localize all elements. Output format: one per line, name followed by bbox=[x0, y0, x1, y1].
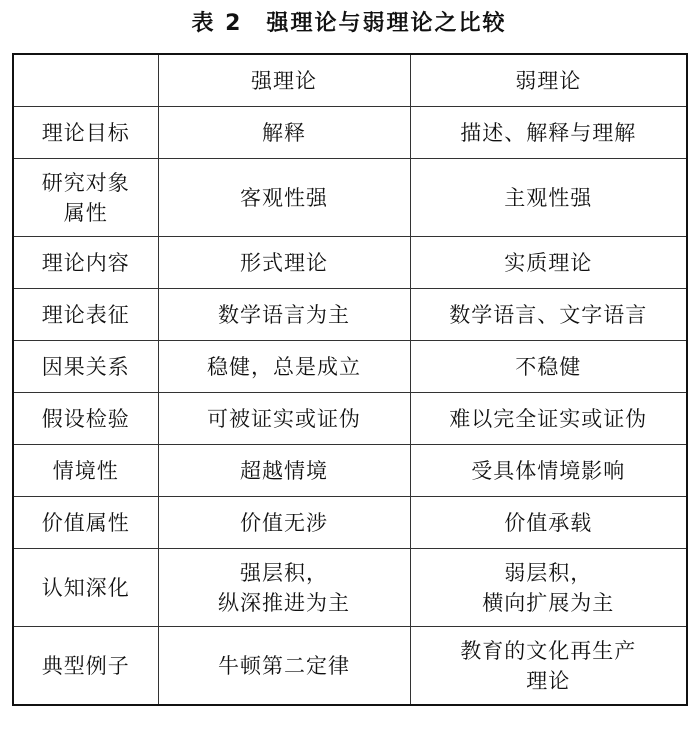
table-row bbox=[13, 107, 687, 159]
table-row bbox=[13, 393, 687, 445]
weak-theory-cell: 教育的文化再生产 理论 bbox=[410, 627, 687, 706]
weak-theory-cell: 主观性强 bbox=[410, 159, 687, 237]
weak-theory-cell: 弱层积， 横向扩展为主 bbox=[410, 549, 687, 627]
table-row bbox=[13, 497, 687, 549]
weak-theory-cell: 受具体情境影响 bbox=[410, 445, 687, 497]
strong-theory-cell: 形式理论 bbox=[158, 237, 410, 289]
weak-theory-cell: 不稳健 bbox=[410, 341, 687, 393]
row-label-cell: 理论表征 bbox=[13, 289, 158, 341]
weak-theory-cell: 实质理论 bbox=[410, 237, 687, 289]
table-row bbox=[13, 341, 687, 393]
comparison-table bbox=[12, 53, 688, 706]
strong-theory-cell: 解释 bbox=[158, 107, 410, 159]
table-row bbox=[13, 159, 687, 237]
strong-theory-cell: 数学语言为主 bbox=[158, 289, 410, 341]
row-label-cell: 典型例子 bbox=[13, 627, 158, 706]
strong-theory-cell: 可被证实或证伪 bbox=[158, 393, 410, 445]
strong-theory-cell: 价值无涉 bbox=[158, 497, 410, 549]
strong-theory-cell: 强层积， 纵深推进为主 bbox=[158, 549, 410, 627]
row-label-cell: 价值属性 bbox=[13, 497, 158, 549]
row-label-cell: 情境性 bbox=[13, 445, 158, 497]
table-row bbox=[13, 289, 687, 341]
weak-theory-cell: 难以完全证实或证伪 bbox=[410, 393, 687, 445]
row-label-cell: 理论目标 bbox=[13, 107, 158, 159]
table-title: 表 2 强理论与弱理论之比较 bbox=[191, 11, 507, 36]
header-cell-weak: 弱理论 bbox=[410, 54, 687, 107]
header-cell-empty bbox=[13, 54, 158, 107]
weak-theory-cell: 数学语言、文字语言 bbox=[410, 289, 687, 341]
strong-theory-cell: 稳健，总是成立 bbox=[158, 341, 410, 393]
row-label-cell: 理论内容 bbox=[13, 237, 158, 289]
table-row bbox=[13, 627, 687, 706]
strong-theory-cell: 超越情境 bbox=[158, 445, 410, 497]
weak-theory-cell: 描述、解释与理解 bbox=[410, 107, 687, 159]
strong-theory-cell: 客观性强 bbox=[158, 159, 410, 237]
strong-theory-cell: 牛顿第二定律 bbox=[158, 627, 410, 706]
weak-theory-cell: 价值承载 bbox=[410, 497, 687, 549]
row-label-cell: 因果关系 bbox=[13, 341, 158, 393]
table-row bbox=[13, 445, 687, 497]
table-row bbox=[13, 549, 687, 627]
header-row bbox=[13, 54, 687, 107]
table-row bbox=[13, 237, 687, 289]
row-label-cell: 认知深化 bbox=[13, 549, 158, 627]
row-label-cell: 研究对象 属性 bbox=[13, 159, 158, 237]
row-label-cell: 假设检验 bbox=[13, 393, 158, 445]
header-cell-strong: 强理论 bbox=[158, 54, 410, 107]
